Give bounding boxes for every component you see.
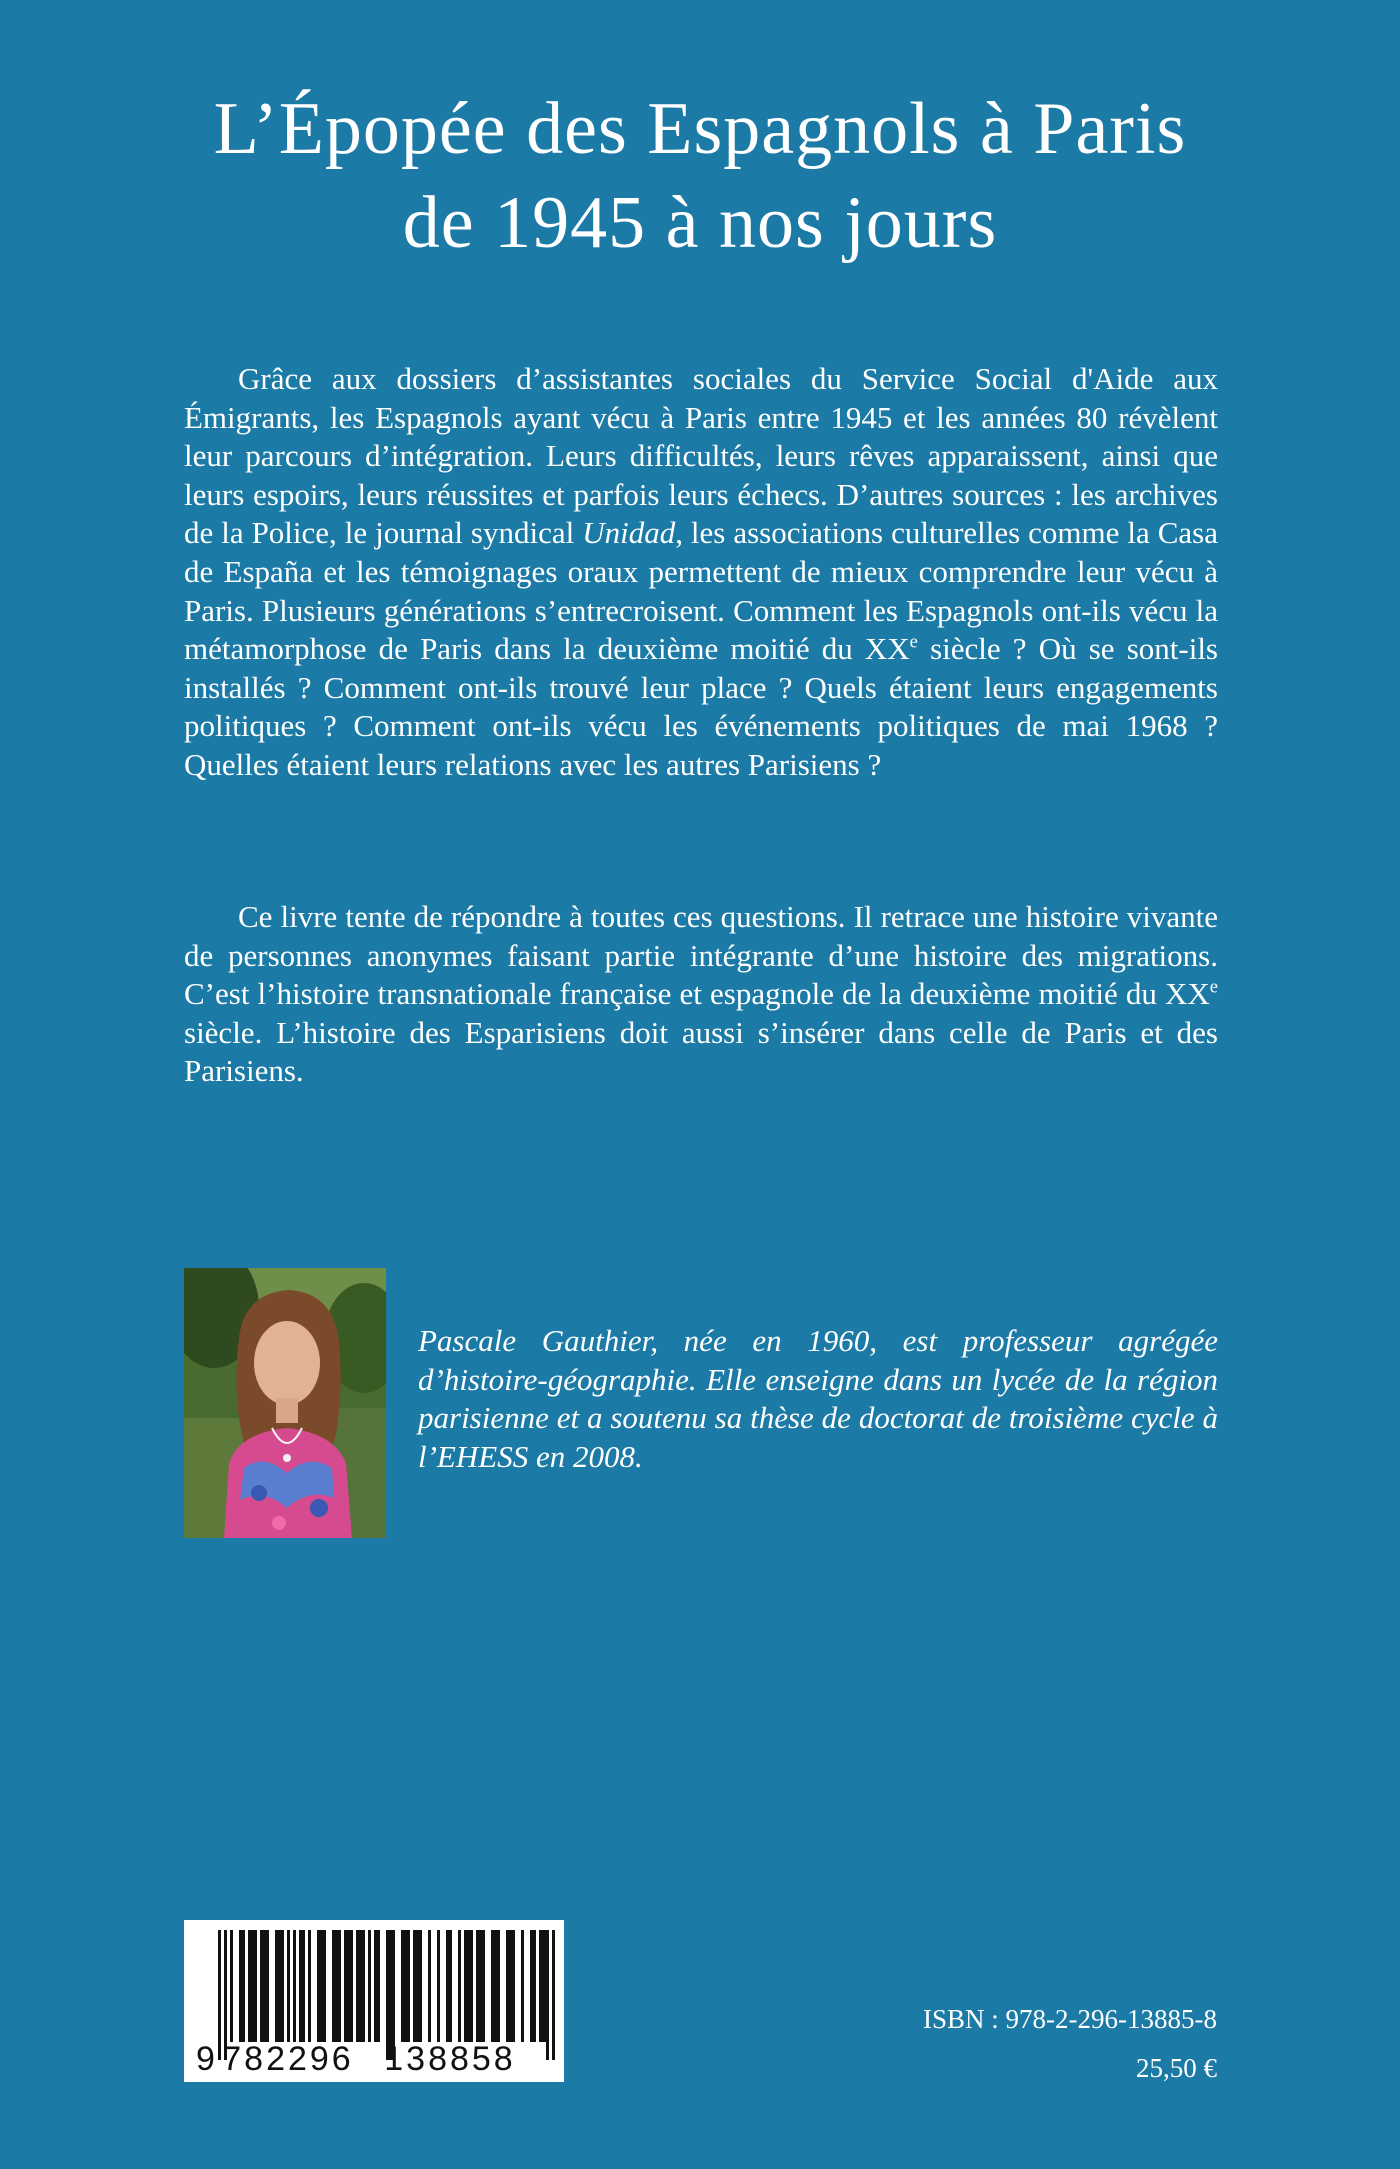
- barcode-bar: [218, 1930, 221, 2060]
- barcode-bar: [299, 1930, 305, 2042]
- barcode-bar: [446, 1930, 452, 2042]
- blurb-p2-text-b: siècle. L’histoire des Esparisiens doit aussi s’insérer dans celle de Paris et des Parisiens.: [184, 1014, 1218, 1089]
- barcode-bar: [401, 1930, 410, 2042]
- blurb-p2-text-a: Ce livre tente de répondre à toutes ces questions. Il retrace une histoire vivante de personnes anonymes faisant partie intégrante d’une histoire des migrations. C’est l’histoire transnationale française et espagnole de la deuxième moitié du XX: [184, 899, 1218, 1012]
- barcode-bar: [332, 1930, 341, 2042]
- blurb-paragraph-2: [184, 898, 1218, 1091]
- barcode-graphic: [184, 1920, 564, 2082]
- isbn-barcode: [184, 1920, 564, 2082]
- barcode-bar: [248, 1930, 257, 2042]
- barcode-bar: [368, 1930, 371, 2042]
- price: 25,50 €: [1136, 2053, 1217, 2083]
- blurb-p1-journal-title: Unidad: [582, 515, 676, 551]
- blurb-p1-text-c: siècle ? Où se sont-ils installés ? Comment ont-ils trouvé leur place ? Quels étaient leurs engagements politiques ? Comment ont-ils vécu les événements politiques de mai 1968 ? Quelles étaient leurs relations avec les autres Parisiens ?: [184, 631, 1218, 782]
- book-title-line-1: L’Épopée des Espagnols à Paris: [213, 88, 1187, 170]
- book-title: [0, 82, 1400, 270]
- book-title-line-2: de 1945 à nos jours: [402, 182, 998, 264]
- barcode-bar: [239, 1930, 245, 2042]
- barcode-bar: [374, 1930, 380, 2042]
- barcode-digits-group-1: 782296: [222, 2040, 354, 2078]
- barcode-bar: [552, 1930, 555, 2060]
- barcode-bar: [275, 1930, 284, 2042]
- author-bio: Pascale Gauthier, née en 1960, est professeur agrégée d’histoire-géographie. Elle enseigne dans un lycée de la région parisienne et a soutenu sa thèse de doctorat de troisième cycle à l’EHESS en 2008.: [418, 1323, 1218, 1474]
- barcode-bar: [506, 1930, 515, 2042]
- barcode-bar: [317, 1930, 326, 2042]
- barcode-bar: [428, 1930, 431, 2042]
- barcode-digit-first: 9: [196, 2040, 215, 2078]
- barcode-bar: [230, 1930, 233, 2042]
- blurb-p2-superscript: e: [1209, 976, 1218, 998]
- barcode-bar: [287, 1930, 290, 2042]
- blurb-paragraph-1: [184, 360, 1218, 785]
- isbn-number: ISBN : 978-2-296-13885-8: [923, 2004, 1217, 2034]
- barcode-bar: [344, 1930, 353, 2042]
- barcode-bar: [356, 1930, 365, 2042]
- barcode-bar: [308, 1930, 311, 2042]
- blurb-p1-superscript: e: [909, 631, 918, 653]
- barcode-bar: [491, 1930, 500, 2042]
- barcode-bar: [437, 1930, 440, 2042]
- barcode-bar: [464, 1930, 473, 2042]
- barcode-bar: [458, 1930, 461, 2042]
- blurb-p1-text-b: , les associations culturelles comme la Casa de España et les témoignages oraux permettent de mieux comprendre leur vécu à Paris. Plusieurs générations s’entrecroisent. Comment les Espagnols ont-ils vécu la métamorphose de Paris dans la deuxième moitié du XX: [184, 515, 1218, 667]
- barcode-bar: [530, 1930, 536, 2042]
- author-photo: [184, 1268, 386, 1538]
- barcode-bar: [521, 1930, 524, 2042]
- barcode-bar: [476, 1930, 485, 2042]
- author-photo-illustration: [184, 1268, 386, 1538]
- barcode-digits-group-2: 138858: [384, 2040, 516, 2078]
- barcode-bar: [293, 1930, 296, 2042]
- blurb-p1-text-a: Grâce aux dossiers d’assistantes sociales du Service Social d'Aide aux Émigrants, les Espagnols ayant vécu à Paris entre 1945 et les années 80 révèlent leur parcours d’intégration. Leurs difficultés, leurs rêves apparaissent, ainsi que leurs espoirs, leurs réussites et parfois leurs échecs. D’autres sources : les archives de la Police, le journal syndical: [184, 361, 1218, 551]
- barcode-bar: [413, 1930, 422, 2042]
- barcode-bar: [546, 1930, 549, 2060]
- barcode-bar: [260, 1930, 269, 2042]
